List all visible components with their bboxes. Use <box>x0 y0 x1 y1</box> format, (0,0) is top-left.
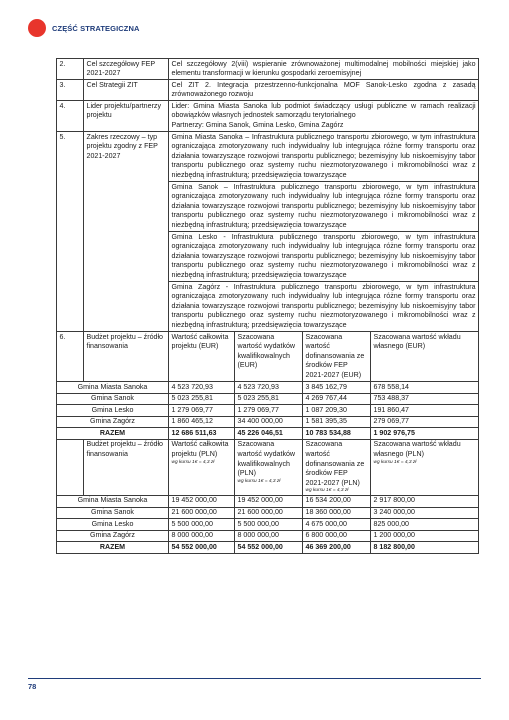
value-cell: 19 452 000,00 <box>235 495 303 507</box>
table-row <box>57 59 479 80</box>
value-cell: 678 558,14 <box>371 382 479 394</box>
value-cell: 21 600 000,00 <box>169 507 235 519</box>
value-cell: 1 279 069,77 <box>235 405 303 417</box>
municipality-name: Gmina Lesko <box>57 519 169 531</box>
scope-item: Gmina Sanok – Infrastruktura publicznego transportu zbiorowego, w tym infrastruktura ograniczająca zmotoryzowany ruch indywidualny lub integrująca różne formy transportu oraz działania towarzyszące rozwojowi transportu publicznego; bezemisyjny lub niskoemisyjny tabor transportu publicznego oraz systemy ruchu niezmotoryzowanego i mikromobilności wraz z niezbędną infrastrukturą; przedsięwzięcia towarzyszące <box>169 182 479 232</box>
municipality-name: Gmina Sanok <box>57 393 169 405</box>
row-label: Cel szczegółowy FEP 2021-2027 <box>84 59 169 80</box>
value-cell: 4 523 720,93 <box>169 382 235 394</box>
total-cell: 1 902 976,75 <box>371 428 479 440</box>
row-number: 5. <box>57 132 84 332</box>
table-row <box>57 542 479 554</box>
row-label: Budżet projektu – źródło finansowania <box>84 439 169 495</box>
value-cell: 1 581 395,35 <box>303 416 371 428</box>
total-label: RAZEM <box>57 542 169 554</box>
column-header <box>169 439 235 495</box>
row-label: Budżet projektu – źródło finansowania <box>84 332 169 382</box>
section-title: CZĘŚĆ STRATEGICZNA <box>52 23 140 33</box>
value-cell: 191 860,47 <box>371 405 479 417</box>
value-cell: 4 523 720,93 <box>235 382 303 394</box>
row-number: 2. <box>57 59 84 80</box>
municipality-name: Gmina Zagórz <box>57 530 169 542</box>
exchange-rate-note: wg kursu 1€ = 4,3 zł <box>237 478 281 484</box>
municipality-name: Gmina Zagórz <box>57 416 169 428</box>
table-row <box>57 507 479 519</box>
header-main: Szacowana wartość wydatków kwalifikowalnych (PLN) <box>237 440 296 478</box>
column-header <box>371 439 479 495</box>
table-row <box>57 332 479 382</box>
value-cell: 21 600 000,00 <box>235 507 303 519</box>
table-row <box>57 416 479 428</box>
value-cell: 5 500 000,00 <box>169 519 235 531</box>
total-cell: 12 686 511,63 <box>169 428 235 440</box>
table-row <box>57 101 479 132</box>
column-header: Szacowana wartość wkładu własnego (EUR) <box>371 332 479 382</box>
lider-text: Lider: Gmina Miasta Sanoka lub podmiot świadczący usługi publiczne w ramach realizacji obowiązków własnych jednostek samorządu terytorialnego <box>171 101 476 120</box>
municipality-name: Gmina Lesko <box>57 405 169 417</box>
partners-text: Partnerzy: Gmina Sanok, Gmina Lesko, Gmina Zagórz <box>171 121 344 130</box>
value-cell: 279 069,77 <box>371 416 479 428</box>
table-row <box>57 80 479 101</box>
value-cell: 34 400 000,00 <box>235 416 303 428</box>
value-cell: 8 000 000,00 <box>169 530 235 542</box>
value-cell: 5 023 255,81 <box>235 393 303 405</box>
row-number: 6. <box>57 332 84 382</box>
footer-divider <box>28 678 481 679</box>
value-cell: 1 087 209,30 <box>303 405 371 417</box>
value-cell: 5 023 255,81 <box>169 393 235 405</box>
value-cell: 3 845 162,79 <box>303 382 371 394</box>
row-number: 3. <box>57 80 84 101</box>
value-cell: 3 240 000,00 <box>371 507 479 519</box>
brand-circle-logo <box>28 19 46 37</box>
scope-item: Gmina Lesko - Infrastruktura publicznego transportu zbiorowego, w tym infrastruktura ograniczająca zmotoryzowany ruch indywidualny lub integrująca różne formy transportu oraz działania towarzyszące rozwojowi transportu publicznego; bezemisyjny lub niskoemisyjny tabor transportu publicznego oraz systemy ruchu niezmotoryzowanego i mikromobilności wraz z niezbędną infrastrukturą; przedsięwzięcia towarzyszące <box>169 232 479 282</box>
table-row <box>57 439 479 495</box>
table-row <box>57 495 479 507</box>
total-cell: 46 369 200,00 <box>303 542 371 554</box>
table-row <box>57 428 479 440</box>
table-row <box>57 393 479 405</box>
header-main: Wartość całkowita projektu (PLN) <box>171 440 229 459</box>
value-cell: 1 279 069,77 <box>169 405 235 417</box>
row-label: Cel Strategii ZIT <box>84 80 169 101</box>
value-cell: 8 000 000,00 <box>235 530 303 542</box>
table-row <box>57 405 479 417</box>
column-header: Szacowana wartość wydatków kwalifikowalnych (EUR) <box>235 332 303 382</box>
value-cell: 4 675 000,00 <box>303 519 371 531</box>
row-label: Lider projektu/partnerzy projektu <box>84 101 169 132</box>
value-cell: 16 534 200,00 <box>303 495 371 507</box>
page-number: 78 <box>28 682 37 691</box>
project-details-table <box>56 58 479 554</box>
row-label: Zakres rzeczowy – typ projektu zgodny z FEP 2021-2027 <box>84 132 169 332</box>
row-value <box>169 101 479 132</box>
row-value: Cel szczegółowy 2(viii) wspieranie zrównoważonej multimodalnej mobilności miejskiej jako elementu transformacji w kierunku gospodarki zeroemisyjnej <box>169 59 479 80</box>
value-cell: 1 860 465,12 <box>169 416 235 428</box>
table-row <box>57 132 479 182</box>
row-number: 4. <box>57 101 84 132</box>
municipality-name: Gmina Sanok <box>57 507 169 519</box>
page-header <box>28 18 140 38</box>
exchange-rate-note: wg kursu 1€ = 4,3 zł <box>373 459 417 465</box>
total-cell: 54 552 000,00 <box>235 542 303 554</box>
value-cell: 18 360 000,00 <box>303 507 371 519</box>
column-header <box>303 439 371 495</box>
column-header: Wartość całkowita projektu (EUR) <box>169 332 235 382</box>
empty-cell <box>57 439 84 495</box>
total-cell: 54 552 000,00 <box>169 542 235 554</box>
table-row <box>57 530 479 542</box>
value-cell: 6 800 000,00 <box>303 530 371 542</box>
value-cell: 4 269 767,44 <box>303 393 371 405</box>
table-row <box>57 519 479 531</box>
total-cell: 10 783 534,88 <box>303 428 371 440</box>
exchange-rate-note: wg kursu 1€ = 4,3 zł <box>305 488 349 494</box>
municipality-name: Gmina Miasta Sanoka <box>57 495 169 507</box>
scope-item: Gmina Miasta Sanoka – Infrastruktura publicznego transportu zbiorowego, w tym infrastruktura ograniczająca zmotoryzowany ruch indywidualny lub integrująca różne formy transportu oraz działania towarzyszące rozwojowi transportu publicznego; bezemisyjny lub niskoemisyjny tabor transportu publicznego oraz systemy ruchu niezmotoryzowanego i mikromobilności wraz z niezbędną infrastrukturą; przedsięwzięcia towarzyszące <box>169 132 479 182</box>
value-cell: 1 200 000,00 <box>371 530 479 542</box>
column-header: Szacowana wartość dofinansowania ze środków FEP 2021-2027 (EUR) <box>303 332 371 382</box>
column-header <box>235 439 303 495</box>
total-cell: 45 226 046,51 <box>235 428 303 440</box>
header-main: Szacowana wartość dofinansowania ze środków FEP 2021-2027 (PLN) <box>305 440 365 487</box>
municipality-name: Gmina Miasta Sanoka <box>57 382 169 394</box>
total-cell: 8 182 800,00 <box>371 542 479 554</box>
total-label: RAZEM <box>57 428 169 440</box>
value-cell: 753 488,37 <box>371 393 479 405</box>
value-cell: 2 917 800,00 <box>371 495 479 507</box>
table-row <box>57 382 479 394</box>
value-cell: 825 000,00 <box>371 519 479 531</box>
header-main: Szacowana wartość wkładu własnego (PLN) <box>373 440 461 459</box>
row-value: Cel ZIT 2. Integracja przestrzenno-funkcjonalna MOF Sanok-Lesko zgodna z zasadą zrównoważonego rozwoju <box>169 80 479 101</box>
exchange-rate-note: wg kursu 1€ = 4,3 zł <box>171 459 215 465</box>
value-cell: 5 500 000,00 <box>235 519 303 531</box>
value-cell: 19 452 000,00 <box>169 495 235 507</box>
scope-item: Gmina Zagórz - Infrastruktura publicznego transportu zbiorowego, w tym infrastruktura ograniczająca zmotoryzowany ruch indywidualny lub integrująca różne formy transportu oraz działania towarzyszące rozwojowi transportu publicznego; bezemisyjny lub niskoemisyjny tabor transportu publicznego oraz systemy ruchu niezmotoryzowanego i mikromobilności wraz z niezbędną infrastrukturą; przedsięwzięcia towarzyszące <box>169 282 479 332</box>
